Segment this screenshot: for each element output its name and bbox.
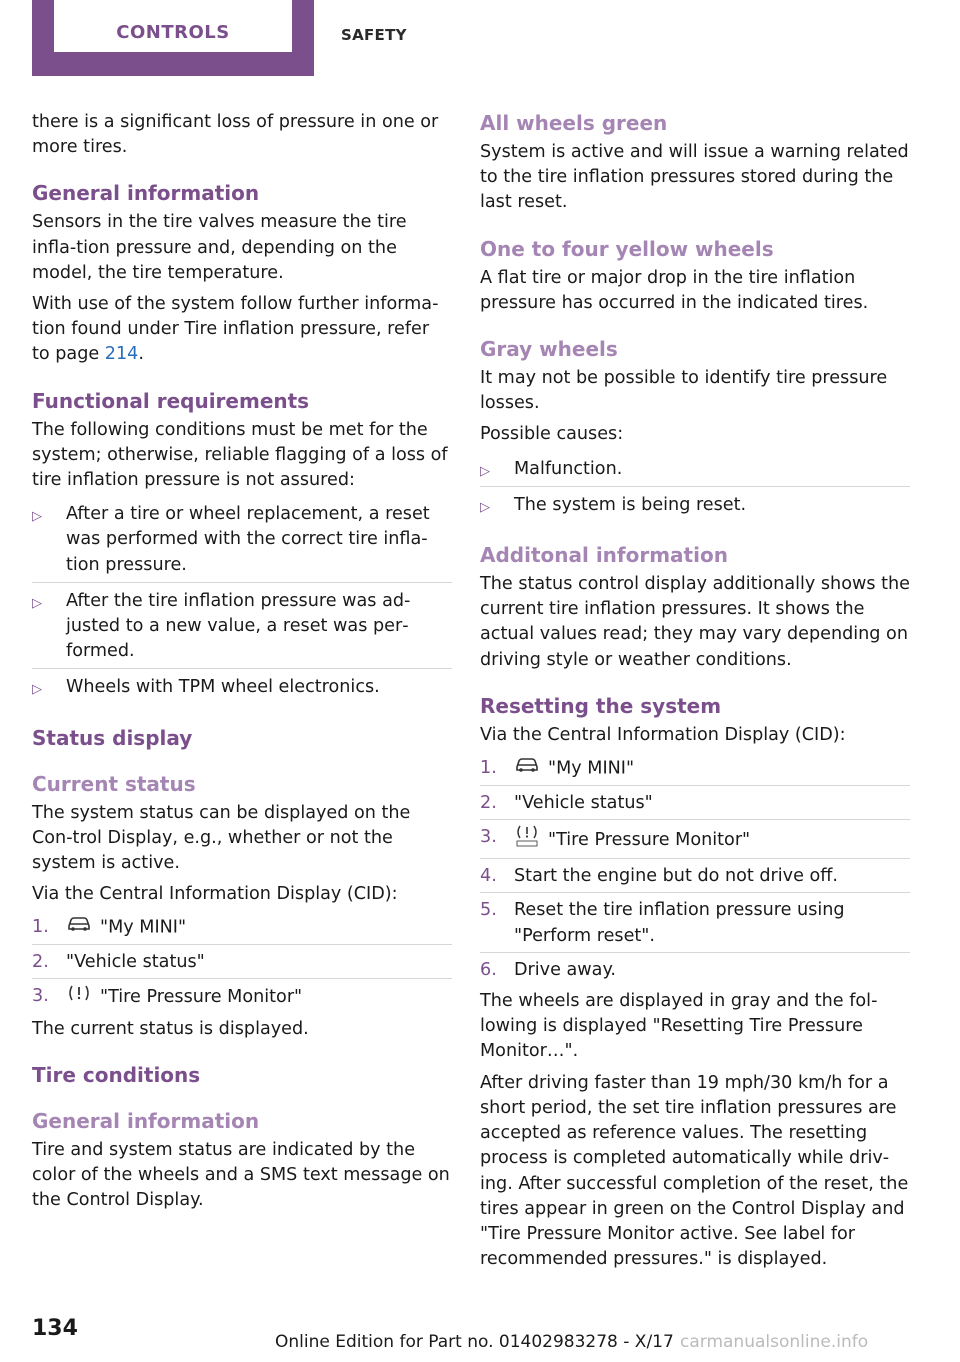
tire-pressure-warning-icon (66, 984, 92, 1010)
triangle-bullet-icon: ▷ (480, 499, 490, 515)
step-item (32, 913, 452, 945)
car-icon (66, 915, 92, 940)
list-item-text: After a tire or wheel replacement, a reset was performed with the correct tire infla‐tion pressure. (66, 504, 430, 575)
current-status-result: The current status is displayed. (32, 1018, 309, 1039)
triangle-bullet-icon: ▷ (32, 595, 42, 611)
heading-gray-wheels: Gray wheels (480, 337, 618, 362)
step-text: Reset the tire inflation pressure using "Perform reset". (514, 900, 845, 946)
step-item (480, 823, 910, 859)
step-text: "Tire Pressure Monitor" (100, 987, 303, 1008)
step-item (480, 789, 910, 820)
step-text: "Vehicle status" (66, 952, 205, 973)
step-number: 4. (480, 866, 497, 887)
general-info-paragraph: Sensors in the tire valves measure the tire infla‐tion pressure and, depending on the model, the tire temperature. (32, 212, 407, 283)
step-text: "Vehicle status" (514, 792, 653, 813)
list-item (32, 672, 452, 704)
heading-current-status: Current status (32, 771, 196, 796)
step-text: "My MINI" (100, 918, 187, 939)
functional-intro: The following conditions must be met for the system; otherwise, reliable flagging of a loss of tire inflation pressure is not assured: (32, 419, 448, 491)
tire-pressure-reset-icon (514, 825, 540, 855)
step-number: 1. (32, 917, 49, 938)
reset-steps (480, 754, 910, 986)
intro-text: there is a significant loss of pressure in one or more tires. (32, 112, 439, 158)
triangle-bullet-icon: ▷ (480, 463, 490, 479)
list-item-text: The system is being reset. (514, 494, 747, 515)
step-item (480, 956, 910, 986)
right-column (480, 110, 910, 1278)
step-item (480, 862, 910, 893)
step-number: 6. (480, 959, 497, 980)
step-number: 1. (480, 758, 497, 779)
list-item-text: After the tire inflation pressure was ad‐justed to a new value, a reset was per‐formed. (66, 590, 411, 662)
heading-status-display: Status display (32, 725, 193, 750)
reset-display-paragraph: The wheels are displayed in gray and the fol‐lowing is displayed "Resetting Tire Pressure Monitor…". (480, 991, 878, 1062)
list-item (32, 499, 452, 583)
step-text: Drive away. (514, 959, 616, 980)
list-item (480, 490, 910, 522)
heading-tire-conditions: Tire conditions (32, 1063, 201, 1087)
list-item-text: Wheels with TPM wheel electronics. (66, 677, 380, 698)
step-text: Start the engine but do not drive off. (514, 866, 838, 887)
step-number: 3. (480, 827, 497, 848)
tab-controls-label: CONTROLS (54, 0, 292, 52)
general-info-reference (32, 292, 452, 368)
heading-yellow-wheels: One to four yellow wheels (480, 236, 774, 261)
step-item (480, 896, 910, 952)
heading-functional-requirements: Functional requirements (32, 388, 310, 413)
reset-complete-paragraph: After driving faster than 19 mph/30 km/h for a short period, the set tire inflation pressures are accepted as reference values. The resetting process is completed automatically while driv‐ing. After successful completion of the reset, the tires appear in green on the Control Display and "Tire Pressure Monitor active. See label for recommended pressures." is displayed. (480, 1072, 909, 1270)
car-icon (514, 756, 540, 781)
page-link[interactable]: 214 (104, 344, 139, 365)
step-number: 2. (480, 792, 497, 813)
left-column (32, 110, 452, 1220)
current-status-paragraph: The system status can be displayed on the Con‐trol Display, e.g., whether or not the system is active. (32, 802, 411, 874)
list-item-text: Malfunction. (514, 458, 623, 479)
list-item (32, 586, 452, 670)
causes-list (480, 454, 910, 522)
yellow-paragraph: A flat tire or major drop in the tire inflation pressure has occurred in the indicated tires. (480, 267, 869, 313)
requirements-list (32, 499, 452, 704)
tab-safety[interactable]: SAFETY (341, 26, 407, 44)
step-text: "Tire Pressure Monitor" (548, 830, 751, 851)
step-number: 5. (480, 900, 497, 921)
step-number: 3. (32, 986, 49, 1007)
possible-causes: Possible causes: (480, 424, 624, 445)
triangle-bullet-icon: ▷ (32, 509, 42, 525)
reference-text: With use of the system follow further informa‐tion found under Tire inflation pressure, refer to page (32, 294, 439, 365)
gray-paragraph: It may not be possible to identify tire pressure losses. (480, 368, 888, 414)
cid-intro: Via the Central Information Display (CID): (32, 884, 398, 905)
status-steps (32, 913, 452, 1013)
additional-paragraph: The status control display additionally shows the current tire inflation pressures. It shows the actual values read; they may vary depending on driving style or weather conditions. (480, 574, 910, 670)
tire-conditions-paragraph: Tire and system status are indicated by the color of the wheels and a SMS text message on the Control Display. (32, 1140, 450, 1211)
reference-end: . (138, 344, 144, 365)
triangle-bullet-icon: ▷ (32, 682, 42, 698)
all-green-paragraph: System is active and will issue a warning related to the tire inflation pressures stored during the last reset. (480, 142, 909, 213)
tab-controls[interactable] (32, 0, 314, 76)
list-item (480, 454, 910, 487)
step-text: "My MINI" (548, 758, 635, 779)
edition-footer: Online Edition for Part no. 01402983278 - X/17 (275, 1332, 674, 1352)
page-number: 134 (32, 1316, 78, 1341)
heading-general-information-2: General information (32, 1109, 260, 1133)
step-number: 2. (32, 952, 49, 973)
watermark: carmanualsonline.info (680, 1332, 869, 1352)
heading-resetting-system: Resetting the system (480, 693, 722, 718)
step-item (32, 948, 452, 979)
step-item (480, 754, 910, 786)
reset-cid-intro: Via the Central Information Display (CID): (480, 724, 846, 745)
step-item (32, 982, 452, 1013)
heading-additional-information: Additonal information (480, 543, 728, 568)
heading-all-wheels-green: All wheels green (480, 111, 668, 135)
heading-general-information: General information (32, 181, 260, 206)
